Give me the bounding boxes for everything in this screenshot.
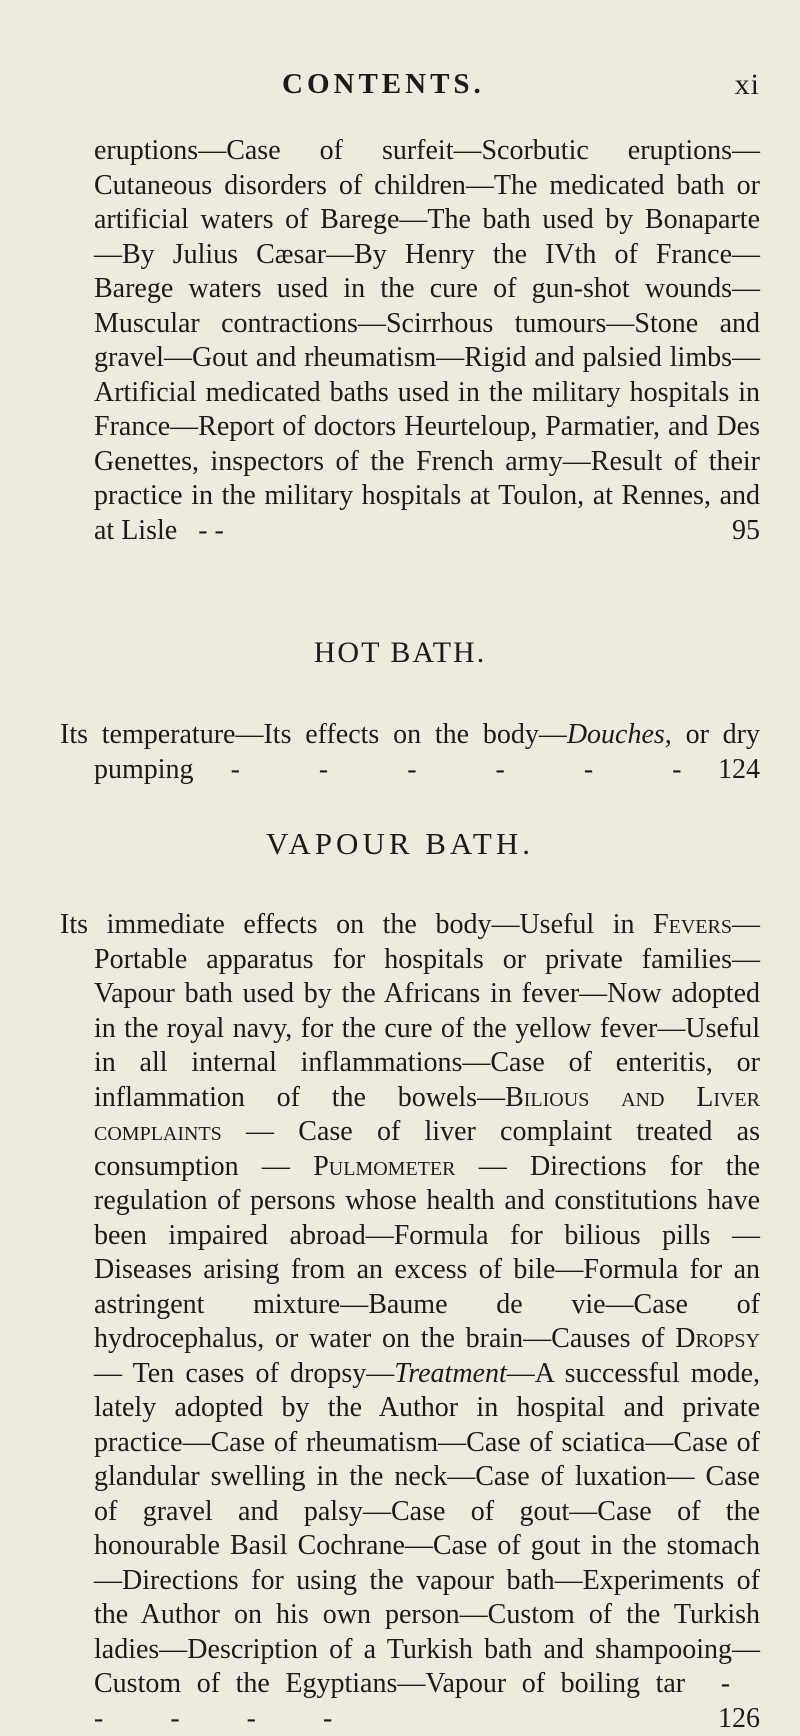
contents-entry-vapour-bath — [60, 908, 760, 1736]
entry-page-number: 124 — [752, 753, 760, 788]
contents-entry-hot-bath — [60, 718, 760, 787]
entry-small-caps: Bilious and Liver complaints — [94, 1082, 760, 1148]
entry-text: — Portable apparatus for hospitals or private families— Vapour bath used by the Africans in fever—Now adopted in the royal navy, for the cure of the yellow fever—Useful in all internal inflammations—Case of enteritis, or inflammation of the bowels— — [94, 909, 760, 1113]
folio-page-number: xi — [735, 68, 760, 102]
leader-dots: - - - - - — [94, 1668, 760, 1734]
entry-small-caps: Dropsy — [675, 1323, 760, 1354]
running-title: CONTENTS. — [282, 68, 485, 101]
section-heading-hot-bath: HOT BATH. — [0, 636, 800, 670]
entry-text: Its temperature—Its effects on the body— — [60, 719, 567, 750]
entry-small-caps: Fevers — [653, 909, 732, 940]
running-head — [60, 68, 760, 108]
leader-dots: - - — [198, 515, 224, 546]
entry-text: —A successful mode, lately adopted by the Author in hospital and private practice—Case of rheumatism—Case of sciatica—Case of glandular swelling in the neck—Case of luxation— Case of gravel and palsy—Case of gout—Case of the honourable Basil Cochrane—Case of gout in the stomach—Directions for using the vapour bath—Experiments of the Author on his own person—Custom of the Turkish ladies—Description of a Turkish bath and shampooing—Custom of the Egyptians—Vapour of boiling tar — [94, 1358, 760, 1700]
entry-text: — Directions for the regulation of persons whose health and constitutions have been impaired abroad—Formula for bilious pills —Diseases arising from an excess of bile—Formula for an astringent mixture—Baume de vie—Case of hydrocephalus, or water on the brain—Causes of — [94, 1151, 760, 1355]
entry-small-caps: Pulmometer — [313, 1151, 455, 1182]
entry-text: or dry pumping — [94, 719, 760, 785]
leader-dots: - - - - - - — [231, 754, 718, 785]
entry-text: — Ten cases of dropsy— — [94, 1358, 394, 1389]
entry-page-number: 95 — [732, 514, 760, 549]
entry-page-number: 126 — [752, 1702, 760, 1736]
contents-entry-bath-waters — [60, 134, 760, 548]
entry-italic-text: Douches, — [567, 719, 672, 750]
section-heading-vapour-bath: VAPOUR BATH. — [0, 826, 800, 862]
entry-text: — Case of liver complaint treated as consumption — — [94, 1116, 760, 1182]
entry-text: eruptions—Case of surfeit—Scorbutic eruptions—Cutaneous disorders of children—The medicated bath or artificial waters of Barege—The bath used by Bonaparte —By Julius Cæsar—By Henry the IVth of France— Barege waters used in the cure of gun-shot wounds— Muscular contractions—Scirrhous tumours—Stone and gravel—Gout and rheumatism—Rigid and palsied limbs—Artificial medicated baths used in the military hospitals in France—Report of doctors Heurteloup, Parmatier, and Des Genettes, inspectors of the French army—Result of their practice in the military hospitals at Toulon, at Rennes, and at Lisle — [94, 135, 760, 546]
entry-text: Its immediate effects on the body—Useful in — [60, 909, 653, 940]
entry-italic-text: Treatment — [394, 1358, 507, 1389]
